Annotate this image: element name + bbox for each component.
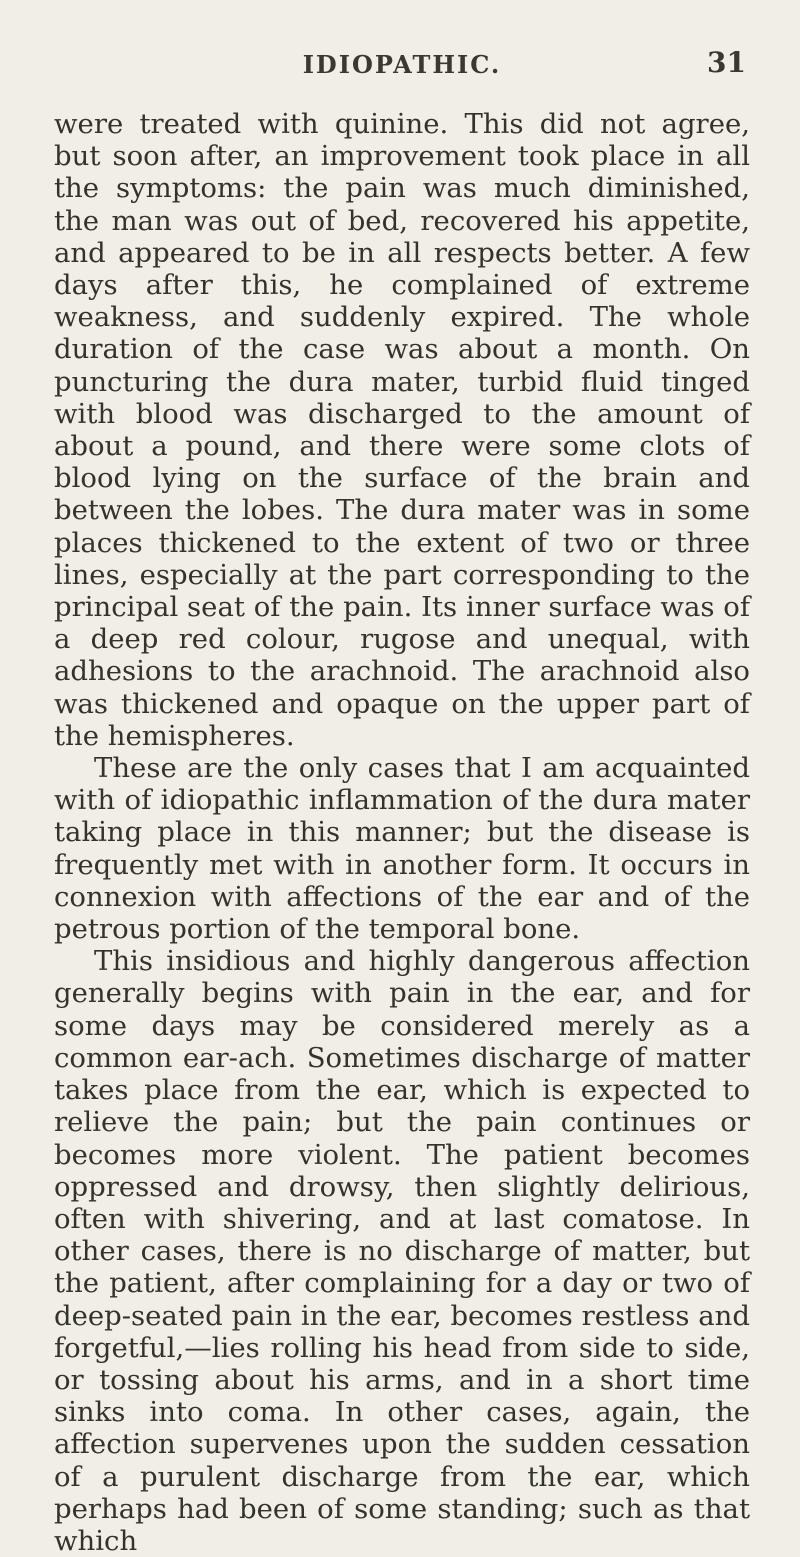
running-title: IDIOPATHIC. [302,50,502,79]
page-number: 31 [707,46,746,79]
paragraph-2: These are the only cases that I am acquainted with of idiopathic inflammation of the dura mater taking place in this manner; but the disease is frequently met with in another form. It occurs in connexion with affections of the ear and of the petrous portion of the temporal bone. [54,752,750,946]
paragraph-3: This insidious and highly dangerous affection generally begins with pain in the ear, and for some days may be considered merely as a common ear-ach. Sometimes discharge of matter takes place from the ear, which is expected to relieve the pain; but the pain continues or becomes more violent. The patient becomes oppressed and drowsy, then slightly delirious, often with shivering, and at last comatose. In other cases, there is no discharge of matter, but the patient, after complaining for a day or two of deep-seated pain in the ear, becomes restless and forgetful,—lies rolling his head from side to side, or tossing about his arms, and in a short time sinks into coma. In other cases, again, the affection supervenes upon the sudden cessation of a purulent discharge from the ear, which perhaps had been of some standing; such as that which [54,945,750,1557]
page-header [54,44,750,78]
body-text [54,108,750,1557]
paragraph-1: were treated with quinine. This did not agree, but soon after, an improvement took place in all the symptoms: the pain was much diminished, the man was out of bed, recovered his appetite, and appeared to be in all respects better. A few days after this, he complained of extreme weakness, and suddenly expired. The whole duration of the case was about a month. On puncturing the dura mater, turbid fluid tinged with blood was discharged to the amount of about a pound, and there were some clots of blood lying on the surface of the brain and between the lobes. The dura mater was in some places thickened to the extent of two or three lines, especially at the part corresponding to the principal seat of the pain. Its inner surface was of a deep red colour, rugose and unequal, with adhesions to the arachnoid. The arachnoid also was thickened and opaque on the upper part of the hemispheres. [54,108,750,752]
